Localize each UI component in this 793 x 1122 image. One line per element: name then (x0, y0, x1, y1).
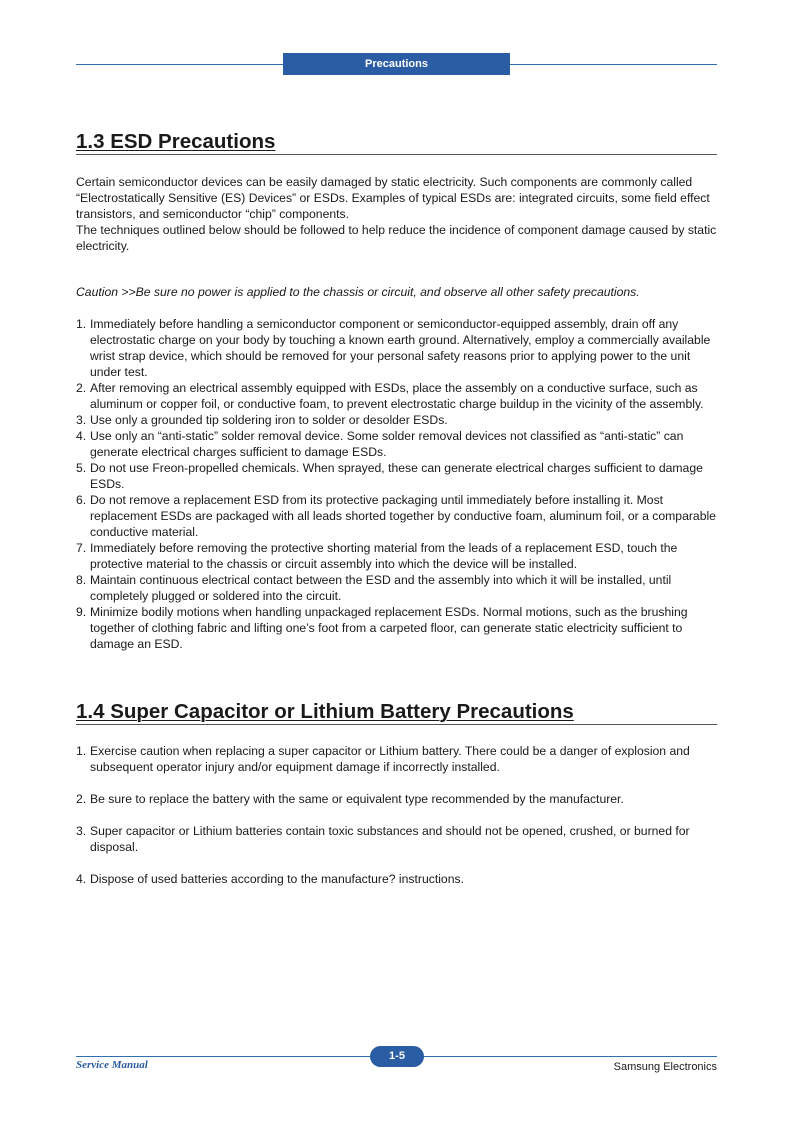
list-item-number: 7. (76, 541, 87, 555)
list-item-text: Immediately before handling a semiconductor component or semiconductor-equipped assembly, drain off any electrostatic charge on your body by touching a known earth ground. Alternatively, employ a commercially available wrist strap device, which should be removed for your personal safety reasons prior to applying power to the unit under test. (90, 317, 711, 379)
list-item-text: Use only an “anti-static” solder removal device. Some solder removal devices not classified as “anti-static” can generate electrical charges sufficient to damage ESDs. (90, 429, 684, 459)
list-item-number: 5. (76, 461, 87, 475)
esd-list (76, 316, 717, 652)
list-item-number: 3. (76, 413, 87, 427)
list-item (76, 492, 717, 540)
list-item-text: Maintain continuous electrical contact between the ESD and the assembly into which it will be installed, until completely plugged or soldered into the circuit. (90, 573, 672, 603)
list-item-text: Super capacitor or Lithium batteries contain toxic substances and should not be opened, crushed, or burned for disposal. (90, 824, 690, 854)
list-item-text: After removing an electrical assembly equipped with ESDs, place the assembly on a conductive surface, such as aluminum or copper foil, or conductive foam, to prevent electrostatic charge buildup in the vicinity of the assembly. (90, 381, 704, 411)
battery-list (76, 743, 717, 887)
list-item-number: 6. (76, 493, 87, 507)
list-item-text: Exercise caution when replacing a super capacitor or Lithium battery. There could be a danger of explosion and subsequent operator injury and/or equipment damage if incorrectly installed. (90, 744, 690, 774)
footer-company: Samsung Electronics (613, 1061, 717, 1073)
esd-intro-1: Certain semiconductor devices can be easily damaged by static electricity. Such components are commonly called “Electrostatically Sensitive (ES) Devices” or ESDs. Examples of typical ESDs are: integrated circuits, some field effect transistors, and semiconductor “chip” components. (76, 175, 710, 221)
list-item (76, 316, 717, 380)
list-item (76, 743, 717, 775)
header-tab: Precautions (283, 53, 510, 75)
list-item (76, 460, 717, 492)
header-rule-right (510, 64, 717, 65)
list-item-text: Do not remove a replacement ESD from its protective packaging until immediately before installing it. Most replacement ESDs are packaged with all leads shorted together by conductive foam, aluminum foil, or a comparable conductive material. (90, 493, 716, 539)
list-item-number: 4. (76, 872, 87, 886)
list-item (76, 540, 717, 572)
list-item-number: 8. (76, 573, 87, 587)
esd-caution: Caution >>Be sure no power is applied to the chassis or circuit, and observe all other safety precautions. (76, 285, 640, 299)
list-item-number: 1. (76, 317, 87, 331)
section-battery (76, 700, 717, 903)
list-item-text: Be sure to replace the battery with the same or equivalent type recommended by the manufacturer. (90, 792, 624, 806)
header-rule-left (76, 64, 284, 65)
list-item-number: 9. (76, 605, 87, 619)
list-item-text: Use only a grounded tip soldering iron to solder or desolder ESDs. (90, 413, 448, 427)
list-item (76, 412, 717, 428)
list-item (76, 791, 717, 807)
list-item (76, 604, 717, 652)
list-item (76, 572, 717, 604)
list-item (76, 871, 717, 887)
list-item-text: Minimize bodily motions when handling unpackaged replacement ESDs. Normal motions, such as the brushing together of clothing fabric and lifting one’s foot from a carpeted floor, can generate static electricity sufficient to damage an ESD. (90, 605, 688, 651)
list-item-text: Immediately before removing the protective shorting material from the leads of a replacement ESD, touch the protective material to the chassis or circuit assembly into which the device will be installed. (90, 541, 678, 571)
list-item-number: 4. (76, 429, 87, 443)
list-item (76, 380, 717, 412)
list-item (76, 428, 717, 460)
section-battery-title (76, 700, 717, 725)
list-item-number: 3. (76, 824, 87, 838)
section-esd (76, 130, 717, 652)
list-item-number: 2. (76, 792, 87, 806)
list-item-text: Dispose of used batteries according to the manufacture? instructions. (90, 872, 464, 886)
list-item-text: Do not use Freon-propelled chemicals. When sprayed, these can generate electrical charges sufficient to damage ESDs. (90, 461, 703, 491)
list-item-number: 2. (76, 381, 87, 395)
section-esd-title (76, 130, 717, 155)
list-item (76, 823, 717, 855)
section-battery-title-text: 1.4 Super Capacitor or Lithium Battery Precautions (76, 700, 574, 723)
page-number: 1-5 (370, 1046, 424, 1067)
section-esd-title-text: 1.3 ESD Precautions (76, 130, 276, 153)
list-item-number: 1. (76, 744, 87, 758)
footer-service-manual: Service Manual (76, 1059, 148, 1071)
esd-intro-2: The techniques outlined below should be followed to help reduce the incidence of component damage caused by static electricity. (76, 223, 717, 253)
